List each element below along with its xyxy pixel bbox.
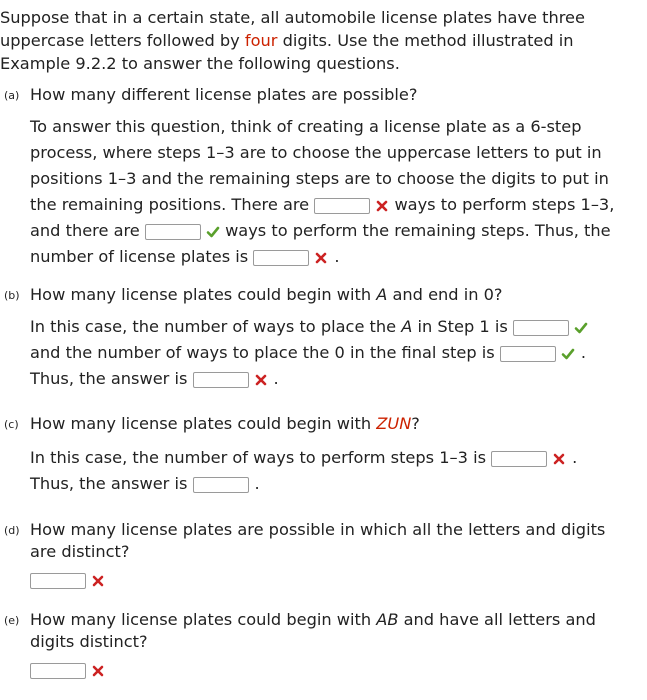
part-e-q-post: and have all letters and xyxy=(398,610,596,629)
part-c-label: (c) xyxy=(4,418,19,431)
part-a-line-2: process, where steps 1–3 are to choose the uppercase letters to put in xyxy=(30,143,602,162)
part-c-line-1 xyxy=(30,445,577,471)
cross-icon xyxy=(552,452,566,466)
part-c-q-zun: ZUN xyxy=(376,414,412,433)
answer-b3-input[interactable] xyxy=(193,372,249,388)
cross-icon xyxy=(314,251,328,265)
answer-d-input[interactable] xyxy=(30,573,86,589)
part-a-line-4b: ways to perform steps 1–3, xyxy=(394,195,615,214)
part-a-line-6 xyxy=(30,244,614,270)
check-icon xyxy=(561,347,575,361)
part-c-body xyxy=(30,445,577,497)
answer-c2-input[interactable] xyxy=(193,477,249,493)
part-e-label-row xyxy=(4,609,30,628)
check-icon xyxy=(574,321,588,335)
intro-pre: Suppose that in a certain state, all automobile license plates have three uppercase letters followed by xyxy=(0,8,585,50)
answer-a2-input[interactable] xyxy=(145,224,201,240)
intro-highlight: four xyxy=(244,31,278,50)
part-d-q-line-2: are distinct? xyxy=(30,542,130,561)
part-e-question xyxy=(30,609,596,653)
part-d-label: (d) xyxy=(4,524,20,537)
part-b-line-1c: in Step 1 is xyxy=(412,317,508,336)
part-a-label-row xyxy=(4,84,30,103)
part-a-line-6a: number of license plates is xyxy=(30,247,249,266)
part-d-answer-row xyxy=(30,570,105,589)
answer-c1-input[interactable] xyxy=(491,451,547,467)
part-b-period: . xyxy=(580,343,586,362)
part-c-label-row xyxy=(4,413,30,432)
part-c-period-2: . xyxy=(254,474,260,493)
part-b-q-pre: How many license plates could begin with xyxy=(30,285,377,304)
part-e-q-ab: AB xyxy=(376,610,399,629)
part-a-line-4 xyxy=(30,192,614,218)
part-b-label-row xyxy=(4,284,30,303)
part-a-line-5a: and there are xyxy=(30,221,140,240)
part-b-line-1 xyxy=(30,314,588,340)
intro-post: digits. Use the method illustrated in Example 9.2.2 to answer the following questions. xyxy=(0,31,574,73)
part-a-line-5b: ways to perform the remaining steps. Thus, the xyxy=(225,221,611,240)
part-d-question xyxy=(30,519,605,563)
part-c-period: . xyxy=(572,448,578,467)
answer-b1-input[interactable] xyxy=(513,320,569,336)
answer-a3-input[interactable] xyxy=(253,250,309,266)
part-d-q-line-1: How many license plates are possible in which all the letters and digits xyxy=(30,520,606,539)
part-b-line-2a: and the number of ways to place the 0 in the final step is xyxy=(30,343,495,362)
part-e-q-pre: How many license plates could begin with xyxy=(30,610,377,629)
answer-a1-input[interactable] xyxy=(314,198,370,214)
part-e-answer-row xyxy=(30,660,105,679)
intro-paragraph xyxy=(0,6,640,75)
part-b-line-3 xyxy=(30,366,588,392)
cross-icon xyxy=(254,373,268,387)
cross-icon xyxy=(91,574,105,588)
part-e-q-line-2: digits distinct? xyxy=(30,632,148,651)
part-b-line-1a: In this case, the number of ways to place the xyxy=(30,317,402,336)
part-a-question: How many different license plates are possible? xyxy=(30,85,418,104)
part-b-body xyxy=(30,314,588,392)
part-a-body xyxy=(30,114,614,270)
part-a-line-5 xyxy=(30,218,614,244)
part-c-q-post: ? xyxy=(411,414,420,433)
part-b-label: (b) xyxy=(4,289,20,302)
part-c-line-2 xyxy=(30,471,577,497)
part-c-q-pre: How many license plates could begin with xyxy=(30,414,377,433)
part-c-question xyxy=(30,413,420,435)
part-b-period-2: . xyxy=(273,369,279,388)
part-e-q-line-1 xyxy=(30,609,596,631)
answer-e-input[interactable] xyxy=(30,663,86,679)
part-a-line-3: positions 1–3 and the remaining steps are to choose the digits to put in xyxy=(30,169,609,188)
part-a-period: . xyxy=(334,247,340,266)
answer-b2-input[interactable] xyxy=(500,346,556,362)
part-c-line-2a: Thus, the answer is xyxy=(30,474,188,493)
part-b-q-a: A xyxy=(376,285,388,304)
cross-icon xyxy=(91,664,105,678)
part-b-line-2 xyxy=(30,340,588,366)
part-d-label-row xyxy=(4,519,30,538)
part-c-line-1a: In this case, the number of ways to perform steps 1–3 is xyxy=(30,448,487,467)
cross-icon xyxy=(375,199,389,213)
part-b-line-1b: A xyxy=(401,317,413,336)
part-a-line-4a: the remaining positions. There are xyxy=(30,195,310,214)
check-icon xyxy=(206,225,220,239)
part-b-line-3a: Thus, the answer is xyxy=(30,369,188,388)
part-b-question xyxy=(30,284,503,306)
part-a-label: (a) xyxy=(4,89,20,102)
part-a-line-1: To answer this question, think of creating a license plate as a 6-step xyxy=(30,117,582,136)
part-b-q-mid: and end in 0? xyxy=(387,285,503,304)
part-e-label: (e) xyxy=(4,614,20,627)
